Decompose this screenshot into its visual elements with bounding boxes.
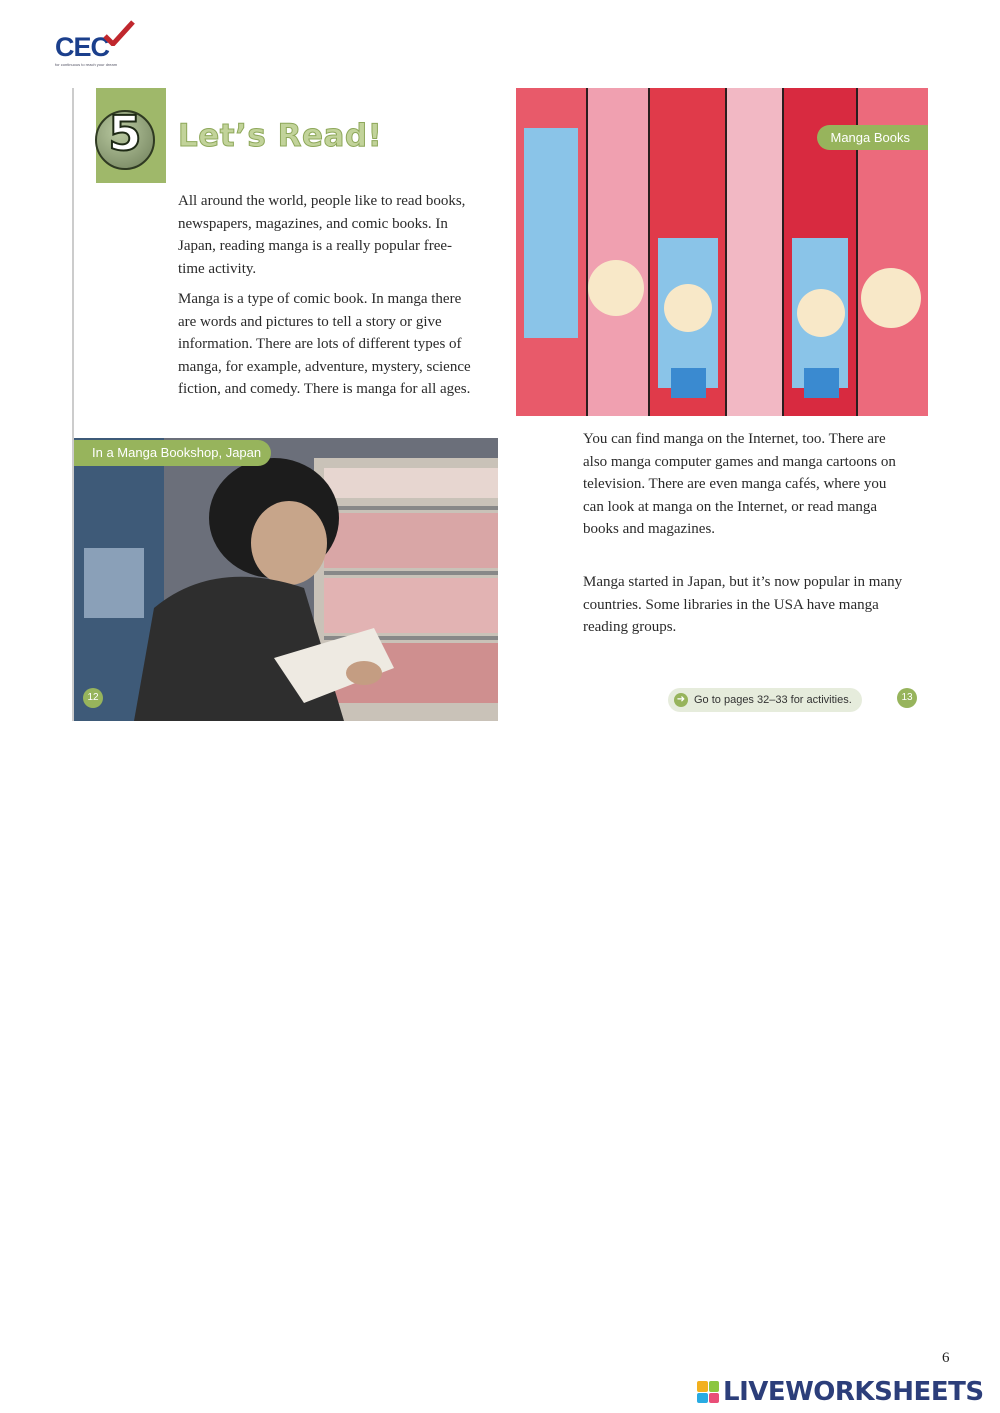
arrow-right-icon: ➜ — [674, 693, 688, 707]
cec-logo-text: CEC — [55, 32, 110, 62]
book-spread — [72, 88, 928, 721]
cec-logo — [55, 20, 135, 68]
sheet-page-number: 6 — [942, 1350, 950, 1366]
page-number-right: 13 — [897, 688, 917, 708]
paragraph-manga-definition: Manga is a type of comic book. In manga there are words and pictures to tell a story or give information. There are lots of different types of manga, for example, adventure, mystery, science fiction, and comedy. There is manga for all ages. — [178, 291, 471, 397]
page-number-left: 12 — [83, 688, 103, 708]
manga-books-photo — [516, 88, 928, 416]
liveworksheets-brand — [697, 1376, 984, 1408]
paragraph-manga-popularity: Manga started in Japan, but it’s now popular in many countries. Some libraries in the USA have manga reading groups. — [583, 574, 903, 635]
right-page — [498, 88, 928, 721]
liveworksheets-wordmark: LIVEWORKSHEETS — [723, 1377, 984, 1407]
activities-link-label: Go to pages 32–33 for activities. — [694, 694, 852, 706]
paragraph-manga-internet: You can find manga on the Internet, too. There are also manga computer games and manga cartoons on television. There are even manga cafés, where you can look at manga on the Internet, or read manga books and magazines. — [583, 431, 896, 537]
manga-books-caption: Manga Books — [817, 125, 929, 150]
page-title: Let’s Read! — [178, 118, 383, 154]
cec-tagline: for continuous to reach your dream — [55, 62, 118, 67]
liveworksheets-logo-icon — [697, 1381, 719, 1403]
left-page — [72, 88, 498, 721]
checkmark-icon — [103, 20, 135, 46]
bookshop-photo — [74, 438, 500, 721]
unit-number: 5 — [108, 106, 142, 162]
bookshop-caption: In a Manga Bookshop, Japan — [74, 440, 271, 466]
activities-link[interactable] — [668, 688, 862, 712]
paragraph-intro: All around the world, people like to read books, newspapers, magazines, and comic books. In Japan, reading manga is a really popular free-time activity. — [178, 193, 466, 277]
